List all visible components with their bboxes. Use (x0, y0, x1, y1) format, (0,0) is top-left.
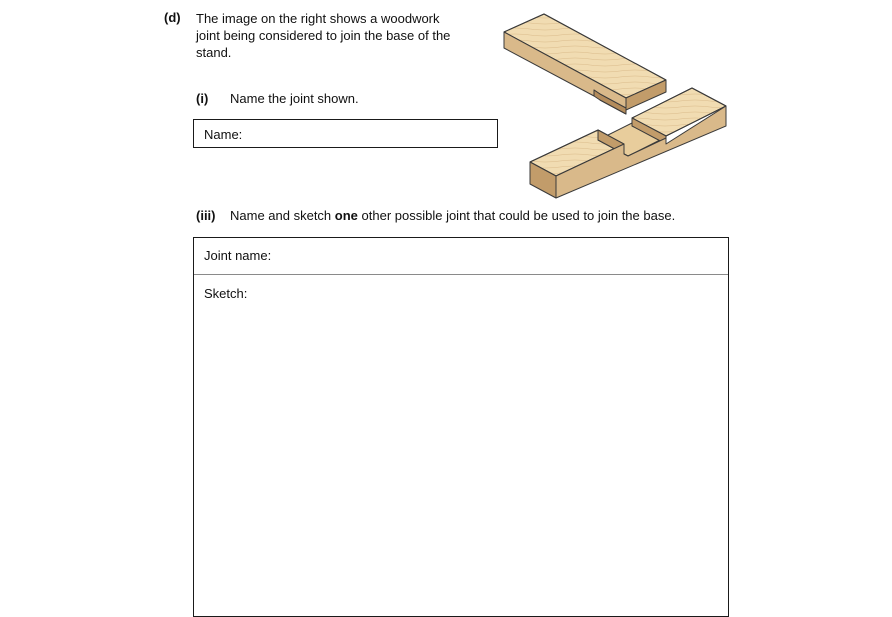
part-iii-label: (iii) (196, 208, 216, 223)
part-iii-text (230, 208, 675, 223)
name-answer-box[interactable] (193, 119, 498, 148)
joint-answer-box (193, 237, 729, 617)
part-iii-text-bold: one (334, 208, 358, 223)
sketch-label: Sketch: (204, 286, 248, 301)
part-i-text: Name the joint shown. (230, 91, 359, 106)
question-label: (d) (164, 10, 181, 25)
part-iii-text-before: Name and sketch (230, 208, 335, 223)
joint-name-row[interactable] (194, 238, 728, 275)
part-i-label: (i) (196, 91, 209, 106)
part-iii-text-after: other possible joint that could be used to join the base. (357, 208, 676, 223)
name-label: Name: (204, 127, 243, 142)
question-text: The image on the right shows a woodwork joint being considered to join the base of the stand. (196, 11, 451, 60)
woodwork-joint-illustration-icon (500, 8, 736, 207)
joint-name-label: Joint name: (204, 248, 272, 263)
